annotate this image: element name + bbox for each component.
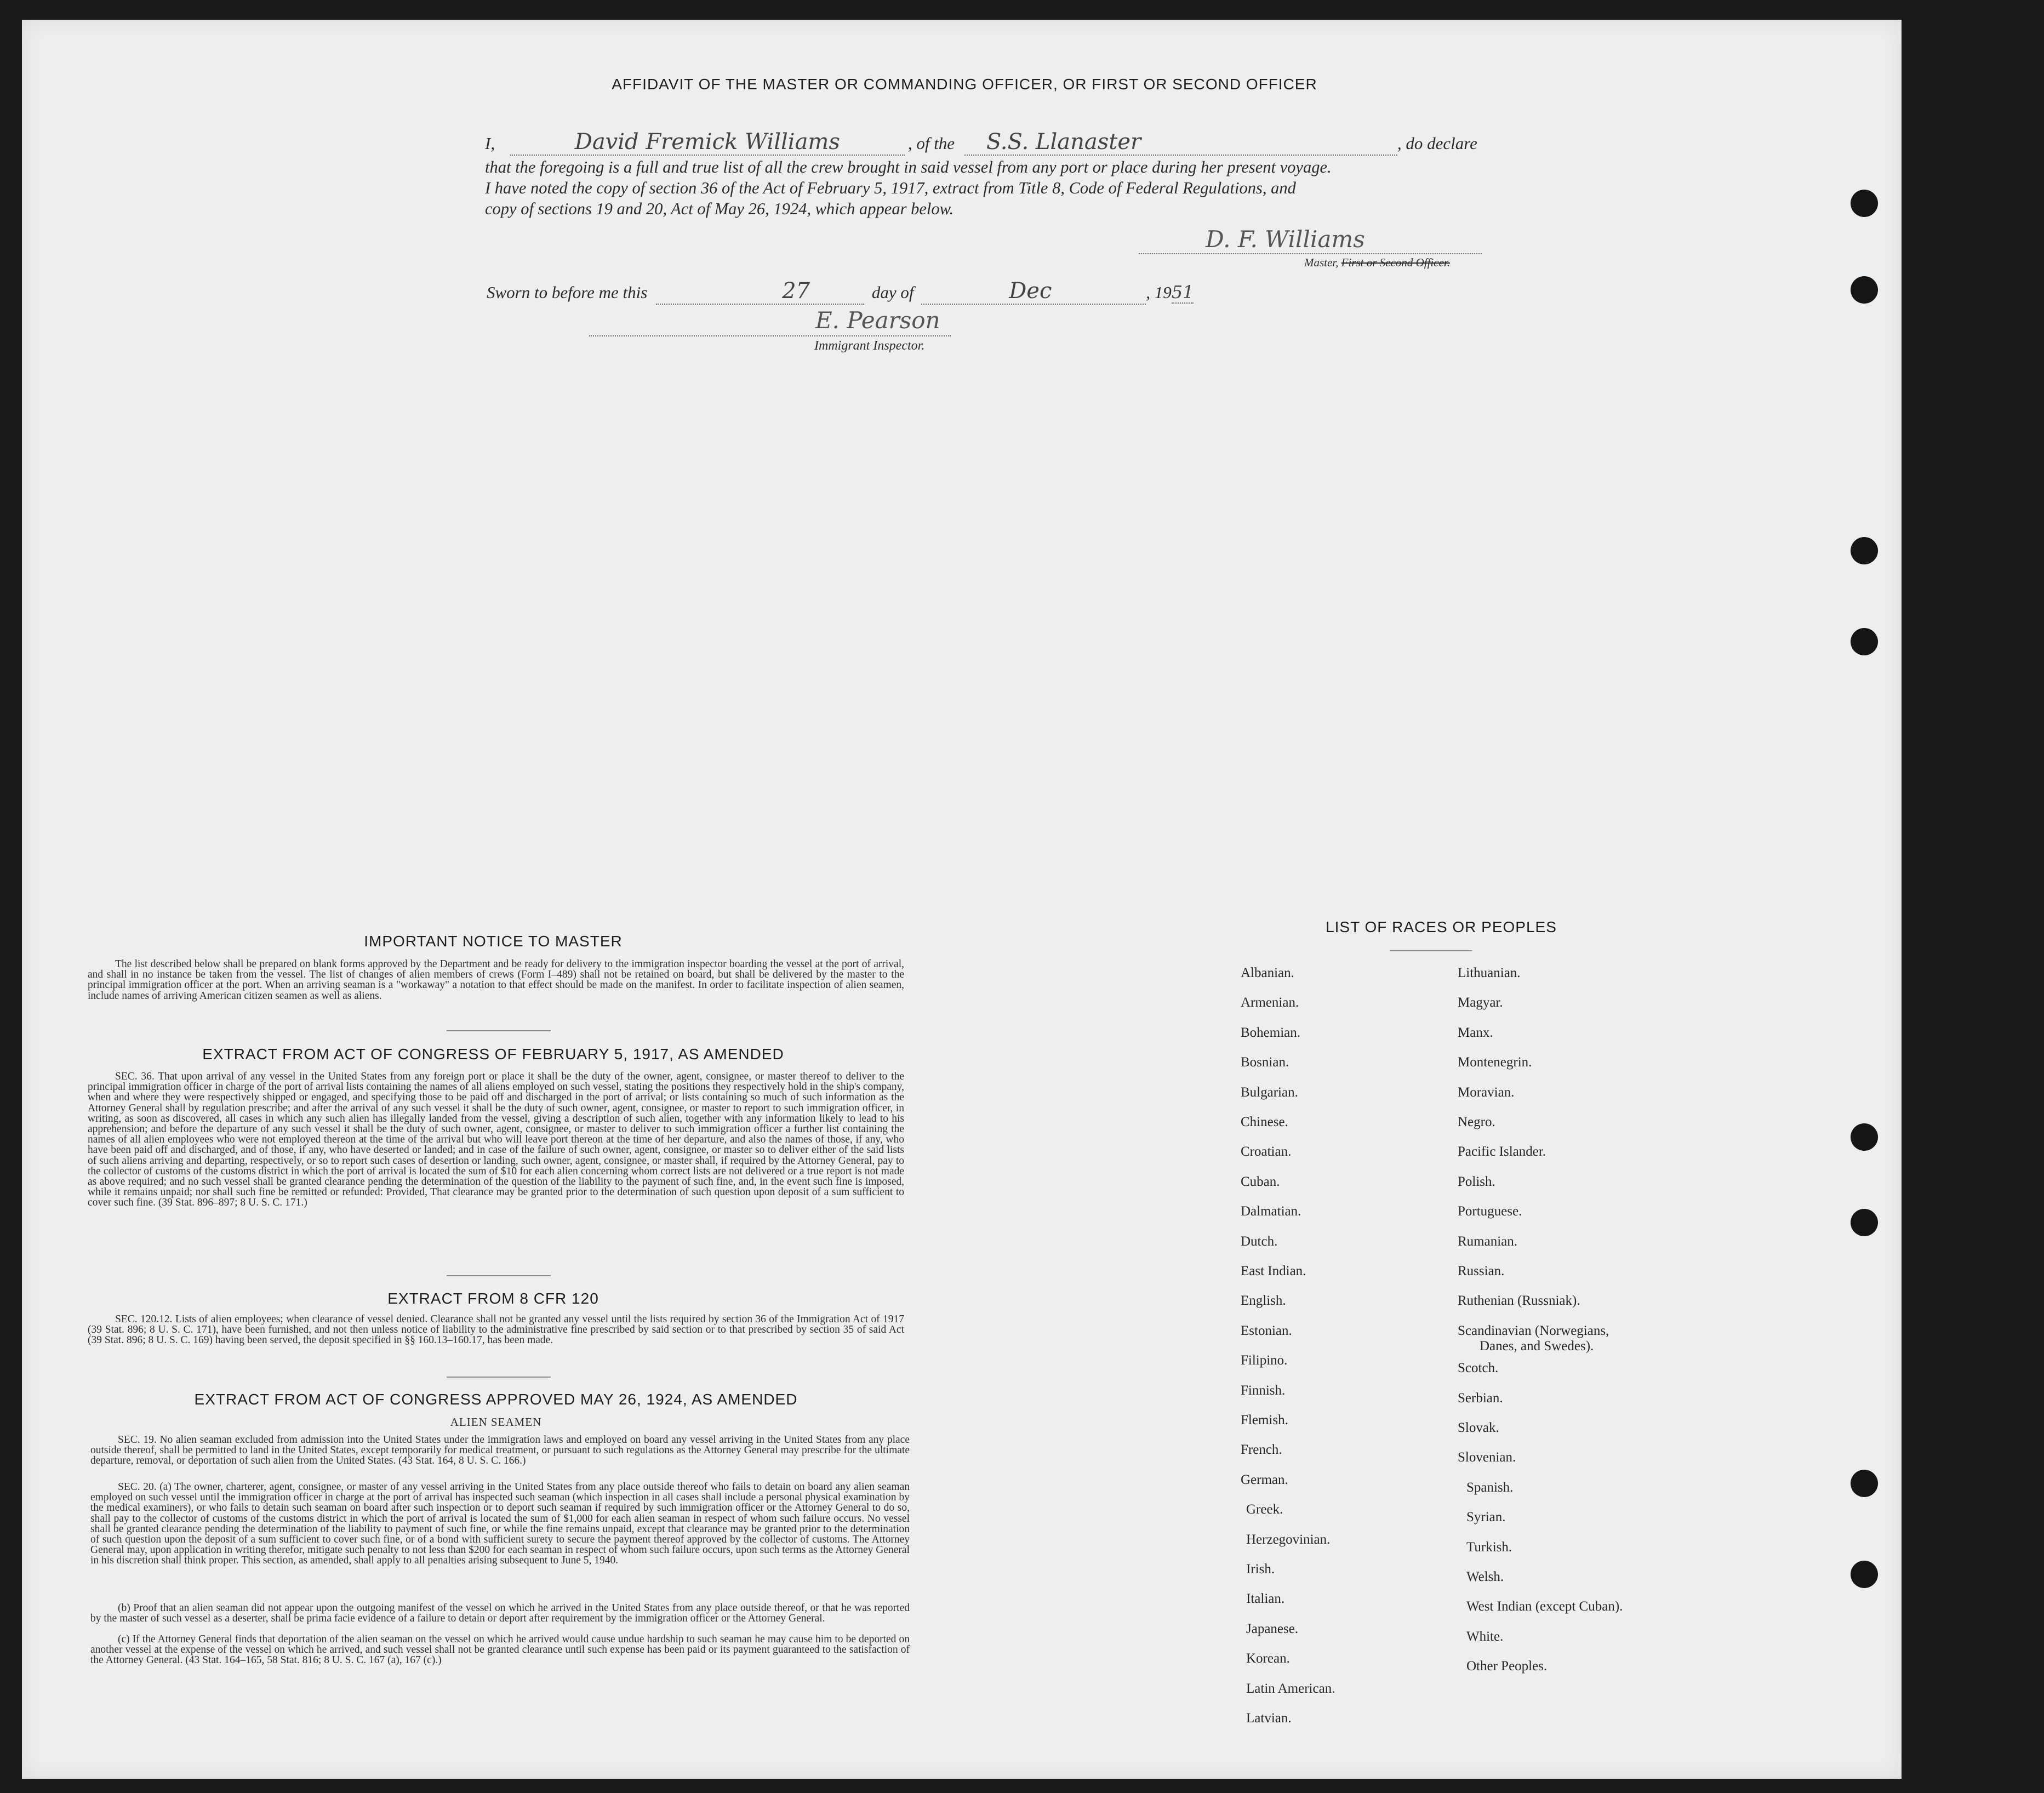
divider <box>447 1377 551 1378</box>
race-item: Bosnian. <box>1241 1055 1289 1070</box>
race-item: Dutch. <box>1241 1234 1278 1249</box>
race-item: Latvian. <box>1246 1711 1292 1726</box>
extract-1924-sec20b: (b) Proof that an alien seaman did not appear upon the outgoing manifest of the vessel on which he arrived in the United States from any place outside thereof, or that he was reported by the master of such vessel as a deserter, shall be prima facie evidence of a failure to detain or deport after requirement by the immigration officer or the Attorney General. <box>90 1602 910 1625</box>
do-declare-label: , do declare <box>1397 134 1477 153</box>
race-item: Finnish. <box>1241 1383 1286 1398</box>
race-item: Chinese. <box>1241 1115 1288 1129</box>
punch-hole <box>1851 537 1878 564</box>
extract-cfr-body: SEC. 120.12. Lists of alien employees; when clearance of vessel denied. Clearance shall not be granted any vessel until the lists required by section 36 of the Immigration Act of 1917 (39 Stat. 896; 8 U. S. C. 171), have been furnished, and not then unless notice of liability to the administrative fine prescribed by said section or to that prescribed by section 35 of said Act (39 Stat. 896; 8 U. S. C. 169) having been served, the deposit specified in §§ 160.13–160.17, has been made. <box>88 1314 904 1346</box>
extract-1917-body: SEC. 36. That upon arrival of any vessel in the United States from any foreign port or place it shall be the duty of the owner, agent, consignee, or master thereof to deliver to the principal immigration officer in charge of the port of arrival lists containing the names of all aliens employed on such vessel, stating the positions they respectively hold in the ship's company, when and where they were respectively shipped or engaged, and specifying those to be paid off and discharged in the port of arrival; or lists containing so much of such information as the Attorney General shall by regulation prescribe; and after the arrival of any such vessel it shall be the duty of such owner, agent, consignee, or master to report to such immigration officer, in writing, as soon as discovered, all cases in which any such alien has illegally landed from the vessel, giving a description of such alien, together with any information likely to lead to his apprehension; and before the departure of any such vessel it shall be the duty of such owner, agent, consignee, or master to deliver to such immigration officer a further list containing the names of all alien employees who were not employed thereon at the time of the arrival but who will leave port thereon at the time of her departure, and also the names of those, if any, who have been paid off and discharged, and of those, if any, who have deserted or landed; and in case of the failure of such owner, agent, consignee, or master so to deliver either of the said lists of such aliens arriving and departing, respectively, or so to report such cases of desertion or landing, such owner, agent, consignee, or master shall, if required by the Attorney General, pay to the collector of customs of the customs district in which the port of arrival is located the sum of $10 for each alien concerning whom correct lists are not delivered or a true report is not made as above required; and no such vessel shall be granted clearance pending the determination of the question of the liability to the payment of such fine, and, in the event such fine is imposed, while it remains unpaid; nor shall such fine be remitted or refunded: Provided, That clearance may be granted prior to the determination of such question upon deposit of a sum sufficient to cover such fine. (39 Stat. 896–897; 8 U. S. C. 171.) <box>88 1071 904 1209</box>
race-item: Pacific Islander. <box>1458 1144 1546 1160</box>
race-item: Herzegovinian. <box>1246 1532 1331 1547</box>
race-item: Negro. <box>1458 1115 1495 1129</box>
extract-1917-title: EXTRACT FROM ACT OF CONGRESS OF FEBRUARY 5, 1917, AS AMENDED <box>202 1046 784 1063</box>
race-item: Montenegrin. <box>1458 1055 1532 1070</box>
race-item: Estonian. <box>1241 1323 1292 1338</box>
race-item: Scotch. <box>1458 1361 1499 1376</box>
race-item: Albanian. <box>1241 966 1294 980</box>
race-item: Bulgarian. <box>1241 1084 1298 1100</box>
day-of-label: day of <box>871 283 914 302</box>
race-item: Dalmatian. <box>1241 1204 1301 1219</box>
notice-title: IMPORTANT NOTICE TO MASTER <box>364 933 623 950</box>
punch-hole <box>1851 628 1878 655</box>
sworn-day-field: 27 <box>656 278 864 305</box>
race-item: Welsh. <box>1466 1569 1504 1584</box>
race-item: Scandinavian (Norwegians, <box>1458 1323 1609 1338</box>
extract-1924-sec20a: SEC. 20. (a) The owner, charterer, agent, consignee, or master of any vessel arriving in the United States from any place outside thereof who fails to detain on board any alien seaman employed on such vessel until the immigration officer in charge at the port of arrival has inspected such seaman (which inspection in all cases shall include a personal physical examination by the medical examiners), or who fails to detain such seaman on board after such inspection or to deport such seaman if required by such immigration officer or the Attorney General to do so, shall pay to the collector of customs of the customs district in which the port of arrival is located the sum of $1,000 for each alien seaman in respect of whom such failure occurs. No vessel shall be granted clearance pending the determination of the liability to payment of such fine, or while the fine remains unpaid, except that clearance may be granted prior to the determination of such question upon the deposit of a sum sufficient to cover such fine, or of a bond with sufficient surety to secure the payment thereof approved by the collector of customs. The Attorney General may, upon application in writing therefor, mitigate such penalty to not less than $200 for each seaman in respect of whom such failure occurs, upon such terms as the Attorney General in his discretion shall think proper. This section, as amended, shall apply to all penalties arising subsequent to June 5, 1940. <box>90 1481 910 1567</box>
extract-1924-subtitle: ALIEN SEAMEN <box>450 1415 542 1429</box>
race-item: Lithuanian. <box>1458 966 1521 980</box>
divider <box>447 1275 551 1276</box>
race-item: Latin American. <box>1246 1681 1335 1696</box>
sworn-line <box>487 278 1489 305</box>
inspector-signature: E. Pearson <box>815 307 940 334</box>
race-item: Irish. <box>1246 1562 1275 1577</box>
of-the-label: , of the <box>907 134 955 153</box>
punch-hole <box>1851 1561 1878 1588</box>
race-item: Danes, and Swedes). <box>1480 1338 1594 1354</box>
races-title: LIST OF RACES OR PEOPLES <box>1326 918 1557 935</box>
punch-hole <box>1851 276 1878 304</box>
race-item: Korean. <box>1246 1651 1290 1666</box>
race-item: Portuguese. <box>1458 1204 1522 1219</box>
affidavit-title: AFFIDAVIT OF THE MASTER OR COMMANDING OFFICER, OR FIRST OR SECOND OFFICER <box>612 76 1317 93</box>
race-item: Italian. <box>1246 1591 1285 1607</box>
race-item: Syrian. <box>1466 1510 1506 1525</box>
race-item: Magyar. <box>1458 995 1503 1010</box>
inspector-caption: Immigrant Inspector. <box>814 339 925 353</box>
race-item: Croatian. <box>1241 1144 1292 1160</box>
race-item: Filipino. <box>1241 1353 1288 1368</box>
extract-cfr-title: EXTRACT FROM 8 CFR 120 <box>387 1290 599 1307</box>
race-item: Turkish. <box>1466 1539 1512 1555</box>
race-item: Slovak. <box>1458 1420 1499 1435</box>
divider <box>1390 950 1472 951</box>
punch-hole <box>1851 1209 1878 1236</box>
race-item: Flemish. <box>1241 1413 1288 1427</box>
divider <box>447 1030 551 1031</box>
punch-hole <box>1851 1123 1878 1151</box>
race-item: German. <box>1241 1472 1288 1487</box>
race-item: Ruthenian (Russniak). <box>1458 1293 1580 1309</box>
master-caption <box>1304 256 1450 270</box>
race-item: Other Peoples. <box>1466 1659 1548 1674</box>
affidavit-declaration-line <box>485 129 1488 156</box>
race-item: Greek. <box>1246 1502 1283 1517</box>
race-item: Russian. <box>1458 1264 1505 1278</box>
race-item: Japanese. <box>1246 1621 1299 1636</box>
punch-hole <box>1851 1470 1878 1497</box>
race-item: Manx. <box>1458 1025 1493 1040</box>
extract-1924-sec19: SEC. 19. No alien seaman excluded from admission into the United States under the immigration laws and employed on board any vessel arriving in the United States from any place outside thereof, shall be permitted to land in the United States, except temporarily for medical treatment, or pursuant to such regulations as the Attorney General may prescribe for the ultimate departure, removal, or deportation of such alien from the United States. (43 Stat. 164, 8 U. S. C. 166.) <box>90 1434 910 1467</box>
affidavit-line-3: I have noted the copy of section 36 of the Act of February 5, 1917, extract from Title 8, Code of Federal Regulations, and <box>485 179 1296 197</box>
race-item: Cuban. <box>1241 1174 1280 1189</box>
extract-1924-title: EXTRACT FROM ACT OF CONGRESS APPROVED MAY 26, 1924, AS AMENDED <box>194 1391 798 1408</box>
race-item: Armenian. <box>1241 995 1299 1010</box>
race-item: French. <box>1241 1442 1282 1458</box>
punch-hole <box>1851 190 1878 217</box>
race-item: White. <box>1466 1629 1504 1644</box>
race-item: Moravian. <box>1458 1084 1515 1100</box>
race-item: Polish. <box>1458 1174 1495 1189</box>
extract-1924-sec20c: (c) If the Attorney General finds that deportation of the alien seaman on the vessel on which he arrived would cause undue hardship to such seaman he may cause him to be deported on another vessel at the expense of the vessel on which he arrived, and such vessel shall not be granted clearance until such expense has been paid or its payment guaranteed to the satisfaction of the Attorney General. (43 Stat. 164–165, 58 Stat. 816; 8 U. S. C. 167 (a), 167 (c).) <box>90 1634 910 1666</box>
race-item: English. <box>1241 1293 1286 1309</box>
master-signature-line <box>1139 253 1482 254</box>
year-prefix-label: , 19 <box>1146 283 1172 302</box>
race-item: Rumanian. <box>1458 1234 1518 1249</box>
sworn-year-field: 51 <box>1171 282 1194 302</box>
race-item: Serbian. <box>1458 1390 1503 1406</box>
race-item: East Indian. <box>1241 1264 1306 1278</box>
inspector-signature-line <box>589 335 951 336</box>
struck-officer-caption: First or Second Officer. <box>1341 256 1450 269</box>
notice-body: The list described below shall be prepared on blank forms approved by the Department and be ready for delivery to the immigration inspector boarding the vessel at the port of arrival, and shall in no instance be taken from the vessel. The list of changes of alien members of crews (Form I–489) shall not be retained on board, but shall be delivered by the master to the principal immigration officer at the port. When an arriving seaman is a "workaway" a notation to that effect should be made on the manifest. In order to facilitate inspection of alien seamen, include names of arriving American citizen seamen as well as aliens. <box>88 958 904 1002</box>
race-item: West Indian (except Cuban). <box>1466 1599 1623 1614</box>
sworn-label: Sworn to before me this <box>487 283 648 302</box>
race-item: Slovenian. <box>1458 1450 1516 1465</box>
i-label: I, <box>485 134 495 153</box>
sworn-month-field: Dec <box>921 278 1146 305</box>
master-caption-label: Master, <box>1304 256 1339 269</box>
master-signature: D. F. Williams <box>1206 226 1365 253</box>
master-name-field: David Fremick Williams <box>510 129 905 156</box>
vessel-name-field: S.S. Llanaster <box>964 129 1397 156</box>
affidavit-line-4: copy of sections 19 and 20, Act of May 26, 1924, which appear below. <box>485 199 954 218</box>
affidavit-line-2: that the foregoing is a full and true list of all the crew brought in said vessel from any port or place during her present voyage. <box>485 158 1332 176</box>
race-item: Bohemian. <box>1241 1025 1301 1040</box>
race-item: Spanish. <box>1466 1480 1514 1495</box>
